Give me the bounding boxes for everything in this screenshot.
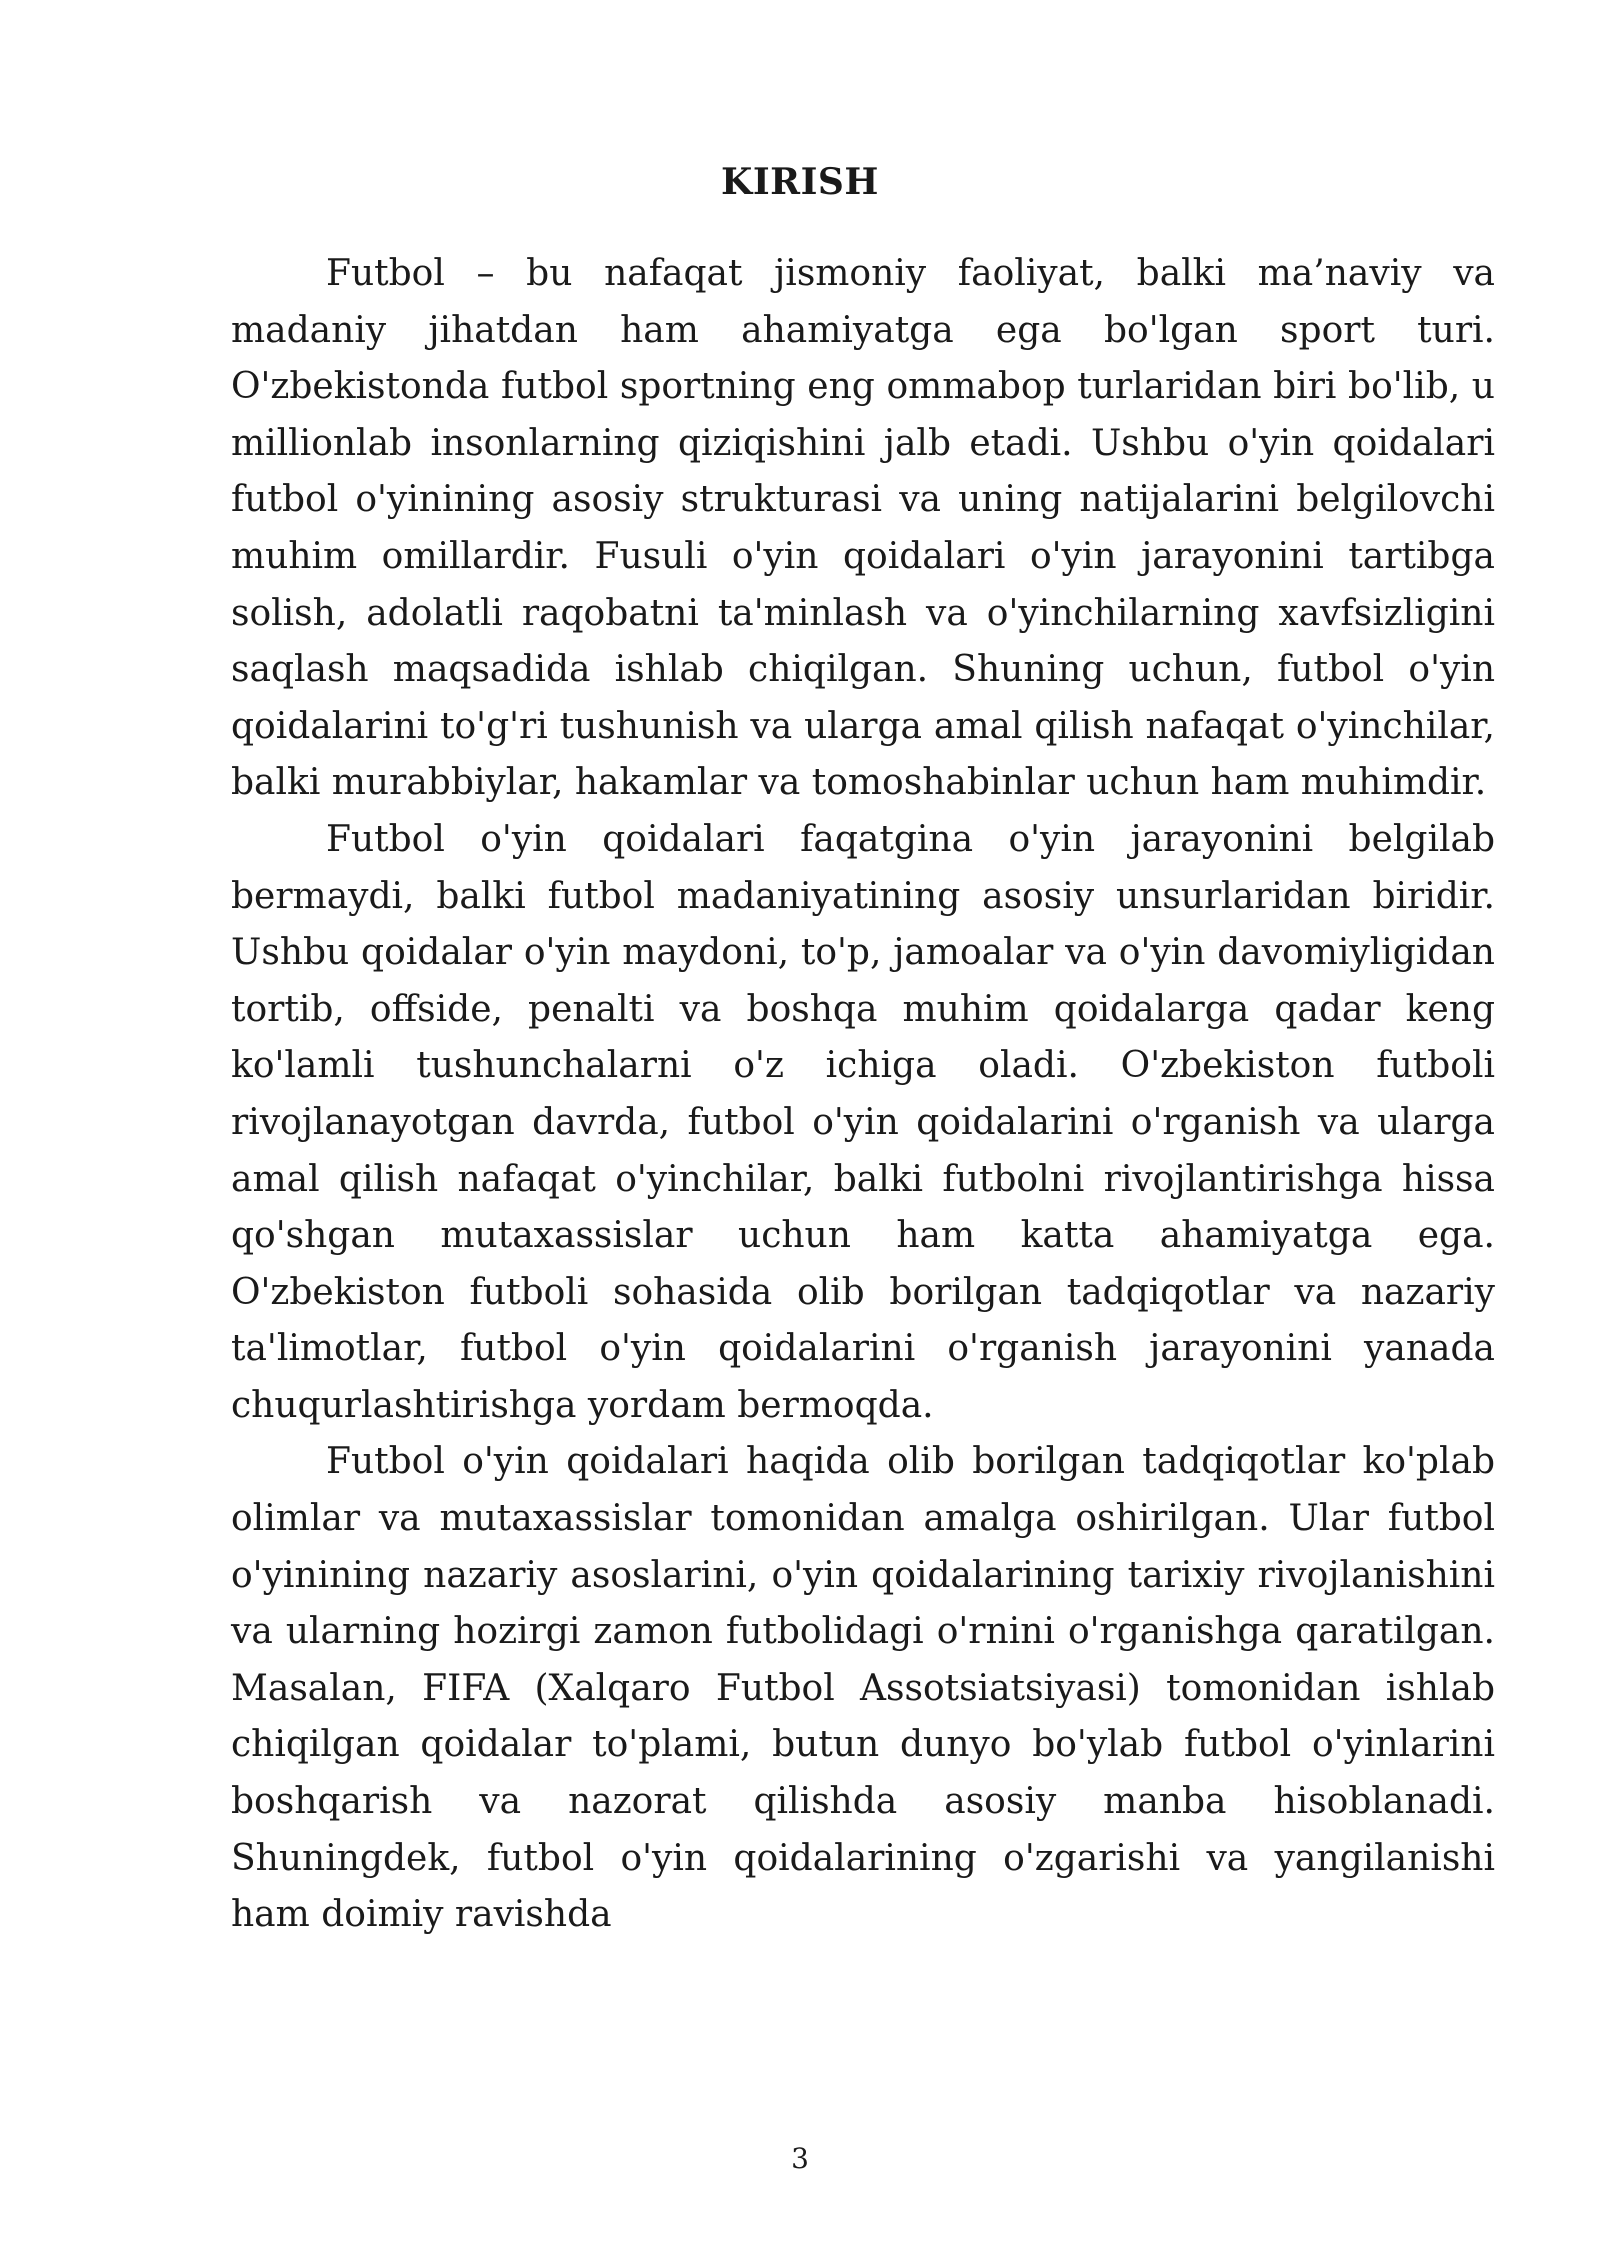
paragraph-1: Futbol – bu nafaqat jismoniy faoliyat, balki ma’naviy va madaniy jihatdan ham ahamiyatga ega bo'lgan sport turi. O'zbekistonda futbol sportning eng ommabop turlaridan biri bo'lib, u millionlab insonlarning qiziqishini jalb etadi. Ushbu o'yin qoidalari futbol o'yinining asosiy strukturasi va uning natijalarini belgilovchi muhim omillardir. Fusuli o'yin qoidalari o'yin jarayonini tartibga solish, adolatli raqobatni ta'minlash va o'yinchilarning xavfsizligini saqlash maqsadida ishlab chiqilgan. Shuning uchun, futbol o'yin qoidalarini to'g'ri tushunish va ularga amal qilish nafaqat o'yinchilar, balki murabbiylar, hakamlar va tomoshabinlar uchun ham muhimdir. bbox=[231, 253, 1495, 804]
body-text bbox=[231, 246, 1495, 1944]
paragraph-3: Futbol o'yin qoidalari haqida olib borilgan tadqiqotlar ko'plab olimlar va mutaxassislar tomonidan amalga oshirilgan. Ular futbol o'yinining nazariy asoslarini, o'yin qoidalarining tarixiy rivojlanishini va ularning hozirgi zamon futbolidagi o'rnini o'rganishga qaratilgan. Masalan, FIFA (Xalqaro Futbol Assotsiatsiyasi) tomonidan ishlab chiqilgan qoidalar to'plami, butun dunyo bo'ylab futbol o'yinlarini boshqarish va nazorat qilishda asosiy manba hisoblanadi. Shuningdek, futbol o'yin qoidalarining o'zgarishi va yangilanishi ham doimiy ravishda bbox=[231, 1441, 1495, 1936]
paragraph-2: Futbol o'yin qoidalari faqatgina o'yin jarayonini belgilab bermaydi, balki futbol madaniyatining asosiy unsurlaridan biridir. Ushbu qoidalar o'yin maydoni, to'p, jamoalar va o'yin davomiyligidan tortib, offside, penalti va boshqa muhim qoidalarga qadar keng ko'lamli tushunchalarni o'z ichiga oladi. O'zbekiston futboli rivojlanayotgan davrda, futbol o'yin qoidalarini o'rganish va ularga amal qilish nafaqat o'yinchilar, balki futbolni rivojlantirishga hissa qo'shgan mutaxassislar uchun ham katta ahamiyatga ega. O'zbekiston futboli sohasida olib borilgan tadqiqotlar va nazariy ta'limotlar, futbol o'yin qoidalarini o'rganish jarayonini yanada chuqurlashtirishga yordam bermoqda. bbox=[231, 818, 1495, 1426]
section-heading: KIRISH bbox=[721, 161, 879, 203]
page-number: 3 bbox=[791, 2142, 809, 2175]
